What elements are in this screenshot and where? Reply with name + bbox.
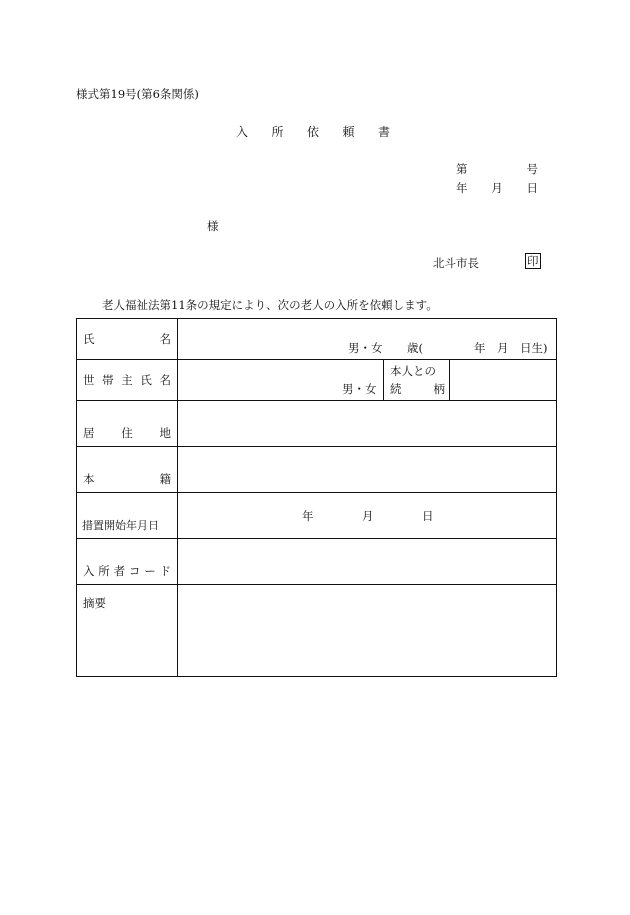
- relation-input[interactable]: [450, 360, 556, 400]
- start-day-label: 日: [422, 508, 434, 523]
- row-name: [77, 319, 557, 360]
- householder-sex-choice[interactable]: 男・女: [342, 382, 377, 396]
- document-number-line: [456, 161, 538, 177]
- relation-char: 続: [390, 382, 402, 396]
- date-month: 月: [491, 181, 503, 195]
- start-month-label: 月: [362, 508, 374, 523]
- label-text: 措置開始年月日: [82, 519, 159, 532]
- label-char: 名: [159, 373, 171, 387]
- label-char: 籍: [159, 472, 171, 486]
- relation-divider-left: [383, 360, 384, 400]
- label-char: 名: [159, 332, 171, 346]
- seal-mark: 印: [527, 254, 539, 268]
- addressee-suffix: 様: [207, 219, 219, 233]
- label-char: 氏: [83, 332, 95, 346]
- start-year-label: 年: [302, 508, 314, 523]
- label-residence: [77, 401, 178, 447]
- row-admission-code: [77, 539, 557, 585]
- label-char: 地: [159, 426, 171, 440]
- birth-month-label: 月: [497, 341, 509, 355]
- issuer-name: 北斗市長: [433, 256, 479, 270]
- label-start-date: [77, 493, 178, 539]
- label-char: コ: [128, 564, 141, 578]
- householder-field: [178, 360, 557, 401]
- intro-text: 老人福祉法第11条の規定により、次の老人の入所を依頼します。: [102, 298, 438, 312]
- date-day: 日: [526, 181, 538, 195]
- label-char: 世: [83, 373, 95, 387]
- row-domicile: [77, 447, 557, 493]
- name-field[interactable]: [178, 319, 557, 360]
- admission-code-field[interactable]: [178, 539, 557, 585]
- relation-label-line2: [390, 381, 445, 397]
- start-date-field[interactable]: [178, 493, 557, 539]
- document-number-suffix: 号: [526, 162, 538, 176]
- document-number-prefix: 第: [456, 162, 468, 176]
- label-name: [77, 319, 178, 360]
- label-char: 氏: [140, 373, 152, 387]
- label-char: ド: [159, 564, 171, 578]
- title-char: 入: [236, 125, 249, 139]
- title-char: 所: [271, 125, 284, 139]
- label-householder: [77, 360, 178, 401]
- label-char: 所: [98, 564, 110, 578]
- name-age-label: 歳(: [407, 341, 423, 355]
- birth-year-label: 年: [474, 341, 486, 355]
- label-char: 入: [83, 564, 95, 578]
- label-char: 住: [121, 426, 133, 440]
- title-char: 依: [306, 125, 319, 139]
- label-domicile: [77, 447, 178, 493]
- date-year: 年: [456, 181, 468, 195]
- label-char: 主: [121, 373, 133, 387]
- label-remarks: [77, 585, 178, 677]
- label-char: ー: [144, 564, 156, 578]
- row-start-date: [77, 493, 557, 539]
- label-char: 本: [83, 472, 95, 486]
- label-admission-code: [77, 539, 178, 585]
- row-residence: [77, 401, 557, 447]
- request-form-table: [76, 318, 557, 677]
- domicile-field[interactable]: [178, 447, 557, 493]
- title-char: 頼: [342, 125, 355, 139]
- label-text: 摘要: [83, 596, 106, 610]
- label-char: 居: [83, 426, 95, 440]
- document-title: [236, 123, 390, 140]
- remarks-field[interactable]: [178, 585, 557, 677]
- name-sex-choice[interactable]: 男・女: [348, 341, 383, 355]
- birth-day-label: 日生): [520, 341, 548, 355]
- relation-char: 柄: [433, 382, 445, 396]
- relation-label-line1: 本人との: [390, 364, 436, 378]
- title-char: 書: [377, 125, 390, 139]
- row-remarks: [77, 585, 557, 677]
- residence-field[interactable]: [178, 401, 557, 447]
- label-char: 者: [113, 564, 126, 578]
- label-char: 帯: [102, 373, 114, 387]
- form-number: 様式第19号(第6条関係): [76, 87, 199, 101]
- row-householder: [77, 360, 557, 401]
- date-line: [456, 180, 538, 196]
